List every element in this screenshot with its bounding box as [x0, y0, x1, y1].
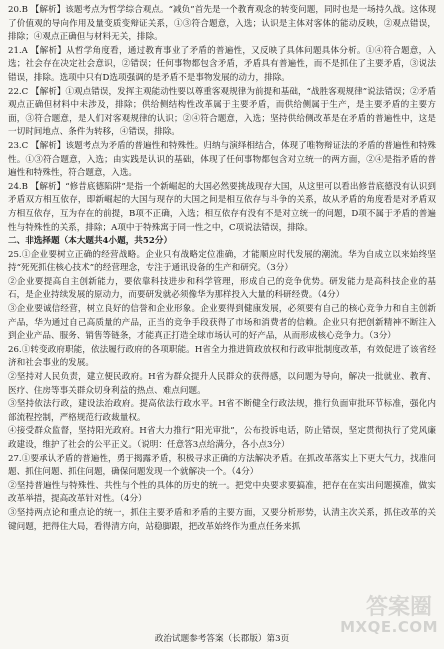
answer-q22: 22.C 【解析】①观点错误，发挥主观能动性要以尊重客观规律为前提和基础，“战胜客观规律”说法错误；②矛盾观点正确但材料中未涉及，排除；供给侧结构性改革属于主要矛盾，而供给侧属于生产，是主要矛盾的主要方面，③符合题意，是人们对客观规律的认识；②④符合题意，入选；坚持供给侧改革是在矛盾的普遍性中，这是一切时间地点、条件为转移，④错误，排除。 [8, 86, 436, 138]
answer-q21: 21.A 【解析】从哲学角度看，通过教育事业了矛盾的普遍性，又反映了具体问题具体分析。①④符合题意，入选；社会存在决定社会意识，②错误；任何事物都包含矛盾，矛盾具有普遍性，而不是抓住了主要矛盾，③说法错误，排除。选项中只有D选项强调的是矛盾不是事物发展的动力，排除。 [8, 45, 436, 83]
answer-q27-point1: 27.①要承认矛盾的普遍性，勇于揭露矛盾，积极寻求正确的方法解决矛盾。在抓改革落实上下更大气力，找准问题、抓住问题、抓住问题，确保问题发现一个就解决一个。（4分） [8, 453, 436, 478]
answer-q26-point4: ④接受群众监督，坚持阳光政府。H省大力推行“阳光审批”，公布投诉电话，防止错误，坚定贯彻执行了党风廉政建设，维护了社会的公平正义。（说明：任意答3点给满分，各小点3分） [8, 426, 436, 450]
answer-q26-point3: ③坚持依法行政，建设法治政府。提高依法行政水平。H省不断健全行政法规，推行负面审批环节标准，强化内部流程控制，严格规范行政裁量权。 [8, 399, 436, 423]
watermark-top-text: 答案圈 [365, 595, 432, 621]
answer-q24: 24.B 【解析】“修昔底德陷阱”是指一个新崛起的大国必然要挑战现存大国，从这里可以看出修昔底德没有认识到矛盾双方相互依存，即新崛起的大国与现存的大国之间是相互依存与斗争的关系，故从矛盾的角度看是对矛盾双方相互依存，互为存在的前提，B项不正确，入选；相互依存有没有不是对立统一的问题，D项不属于矛盾的普遍性与特殊性的关系，排除；A项中于特殊寓于同一性之中，C项说法错误，排除。 [8, 181, 436, 233]
answer-q25-point1: 25.①企业要树立正确的经营战略。企业只有战略定位准确，才能顺应时代发展的潮流。华为自成立以来始终坚持“死死抓住核心技术”的经营理念，专注于通讯设备的生产和研究。（3分） [8, 249, 436, 274]
answer-q26-point2: ②坚持对人民负责，建立便民政府。H省为群众提升人民群众的获得感，以问题为导向，解决一批就业、教育、医疗、住房等事关群众切身利益的热点、难点问题。 [8, 372, 436, 396]
answer-q23: 23.C 【解析】该题考点为矛盾的普遍性和特殊性。归纳与演绎相结合，体现了唯物辩证法的矛盾的普遍性和特殊性。①③符合题意，入选；由实践是认识的基础，体现了任何事物都包含对立统一的两方面，②④是指矛盾的普遍性和特殊性，符合题意，入选。 [8, 140, 436, 179]
answer-q25-point2: ②企业要提高自主创新能力，要依靠科技进步和科学管理，形成自己的竞争优势。研发能力是高科技企业的基石，是企业持续发展的原动力，而要研发就必须像华为那样投入大量的科研经费。（4分） [8, 276, 436, 301]
answer-q26-intro: 26.①转变政府职能，依法履行政府的各项职能。H省全力推进简政放权和行政审批制度改革，有效促进了该省经济和社会事业的发展。 [8, 344, 436, 369]
answer-q27-point3: ③坚持两点论和重点论的统一，抓住主要矛盾和矛盾的主要方面，又要分析形势，认清主次关系，抓住改革的关键问题，把得住大局，看得清方向，站稳脚跟，把改革始终作为重点任务来抓 [8, 507, 436, 532]
answer-q27-point2: ②坚持普遍性与特殊性、共性与个性的具体的历史的统一。把党中央要求要搞准，把存在在实出问题摸准，做实改革举措，提高改革针对性。（4分） [8, 480, 436, 505]
page-footer: 政治试题参考答案（长郡版）第3页 [154, 634, 290, 645]
answer-q25-point3: ③企业要诚信经营，树立良好的信誉和企业形象。企业要得到健康发展，必须要有自己的核心竞争力和自主创新产品，华为通过自己高质量的产品，正当的竞争手段获得了市场和消费者的信赖。企业只有把创新精神不断注入到企业产品、服务、销售等链条，才能真正打造全球市场认可的好产品，从而形成核心竞争力。（3分） [8, 304, 436, 342]
watermark-logo [340, 579, 438, 637]
section-heading: 二、非选择题（本大题共4小题，共52分） [8, 236, 173, 247]
watermark-bottom-text: MXQE.COM [340, 618, 438, 637]
answer-q20: 20.B 【解析】该题考点为哲学综合观点。“减负”首先是一个教育观念的转变问题，同时也是一场持久战。这体现了价值观的导向作用及量变质变辩证关系，①③符合题意，入选；认识是主体对客体的能动反映，②观点错误，排除；④观点正确但与材料无关，排除。 [8, 5, 436, 43]
